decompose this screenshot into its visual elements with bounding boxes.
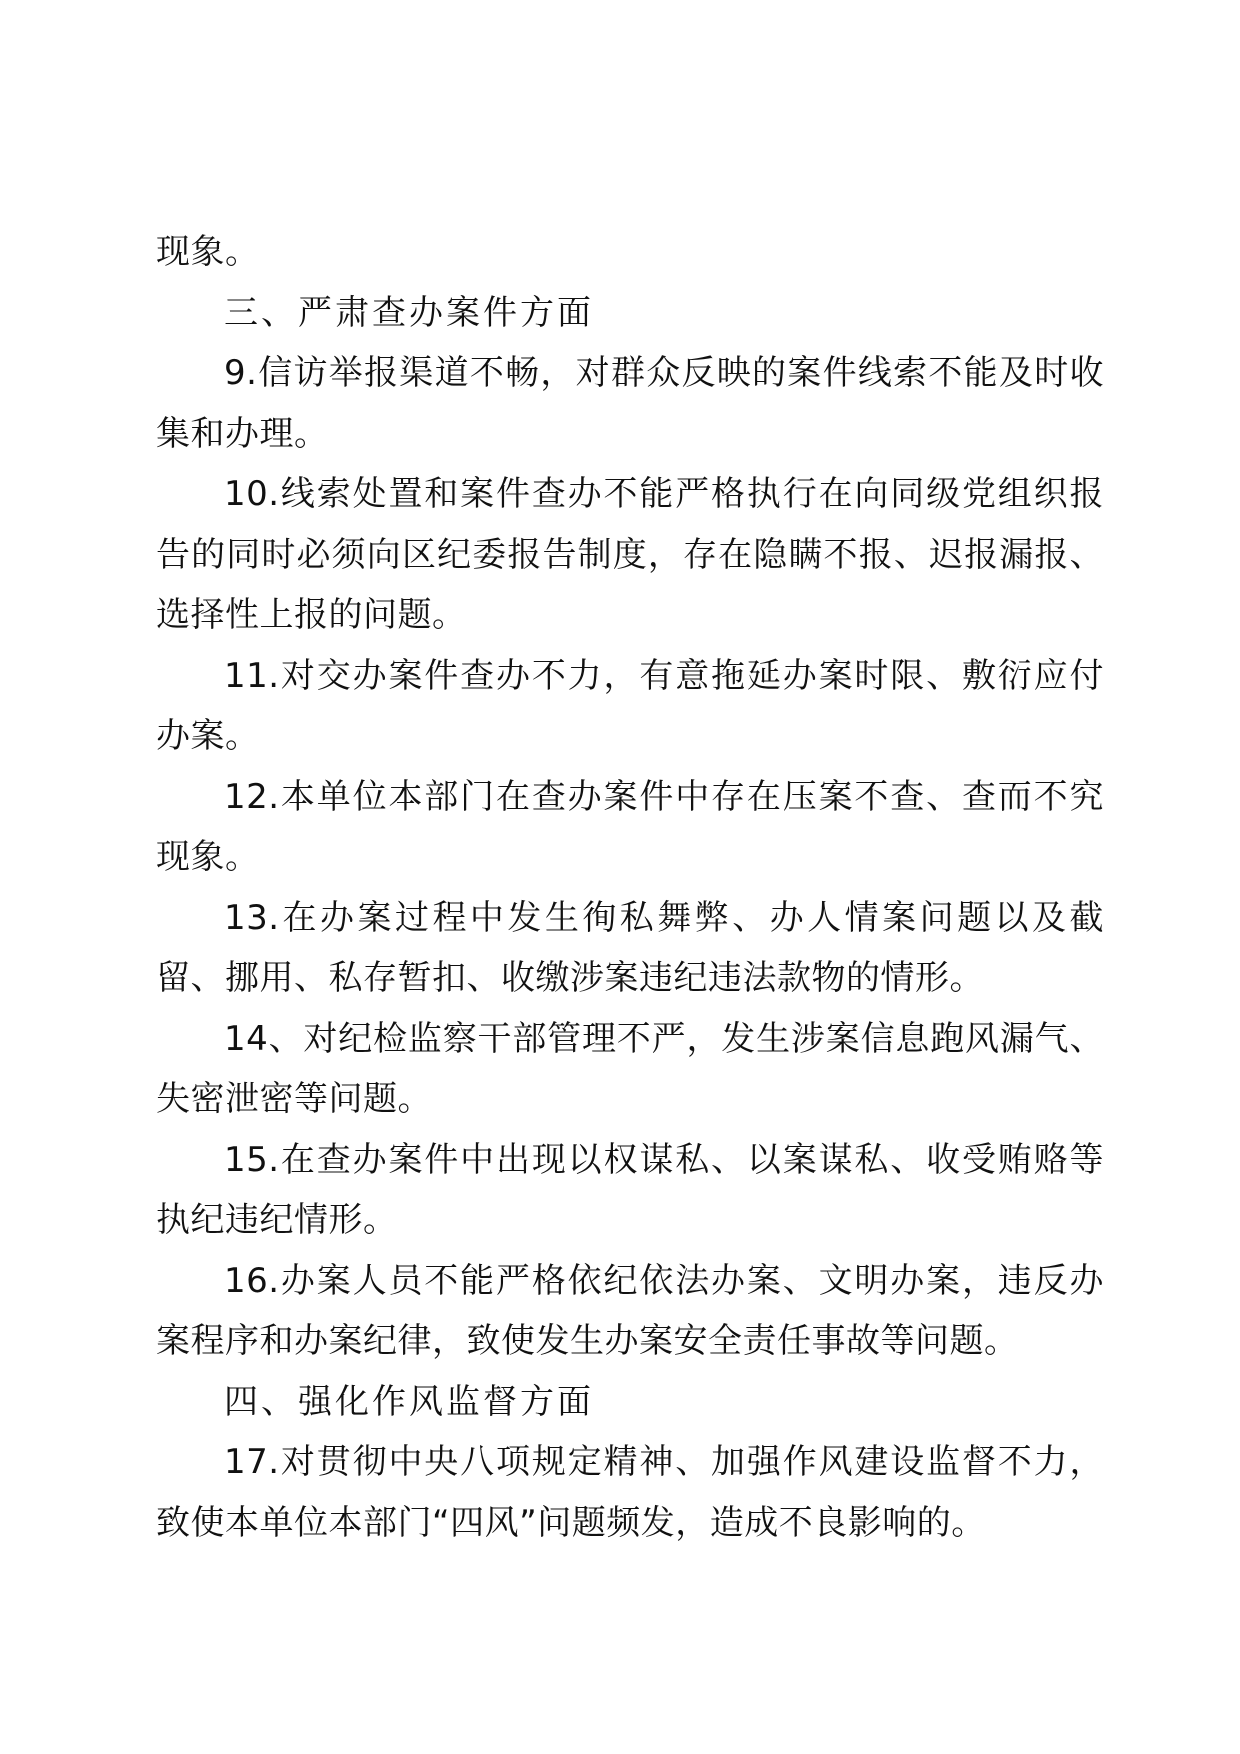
paragraph-continuation: 现象。: [156, 232, 260, 272]
document-page: [156, 222, 1104, 1553]
list-item-14: 14、对纪检监察干部管理不严，发生涉案信息跑风漏气、失密泄密等问题。: [156, 1018, 1104, 1119]
list-item-15: 15.在查办案件中出现以权谋私、以案谋私、收受贿赂等执纪违纪情形。: [156, 1139, 1104, 1240]
section-heading-3: 三、严肃查办案件方面: [224, 292, 594, 333]
list-item-13: 13.在办案过程中发生徇私舞弊、办人情案问题以及截留、挪用、私存暂扣、收缴涉案违纪违法款物的情形。: [156, 897, 1104, 998]
list-item-10: 10.线索处置和案件查办不能严格执行在向同级党组织报告的同时必须向区纪委报告制度，存在隐瞒不报、迟报漏报、选择性上报的问题。: [156, 474, 1104, 635]
list-item-11: 11.对交办案件查办不力，有意拖延办案时限、敷衍应付办案。: [156, 655, 1104, 756]
list-item-12: 12.本单位本部门在查办案件中存在压案不查、查而不究现象。: [156, 776, 1104, 877]
list-item-16: 16.办案人员不能严格依纪依法办案、文明办案，违反办案程序和办案纪律，致使发生办案安全责任事故等问题。: [156, 1260, 1104, 1361]
list-item-17: 17.对贯彻中央八项规定精神、加强作风建设监督不力，致使本单位本部门“四风”问题频发，造成不良影响的。: [156, 1442, 1104, 1543]
list-item-9: 9.信访举报渠道不畅，对群众反映的案件线索不能及时收集和办理。: [156, 353, 1104, 454]
section-heading-4: 四、强化作风监督方面: [224, 1381, 594, 1422]
